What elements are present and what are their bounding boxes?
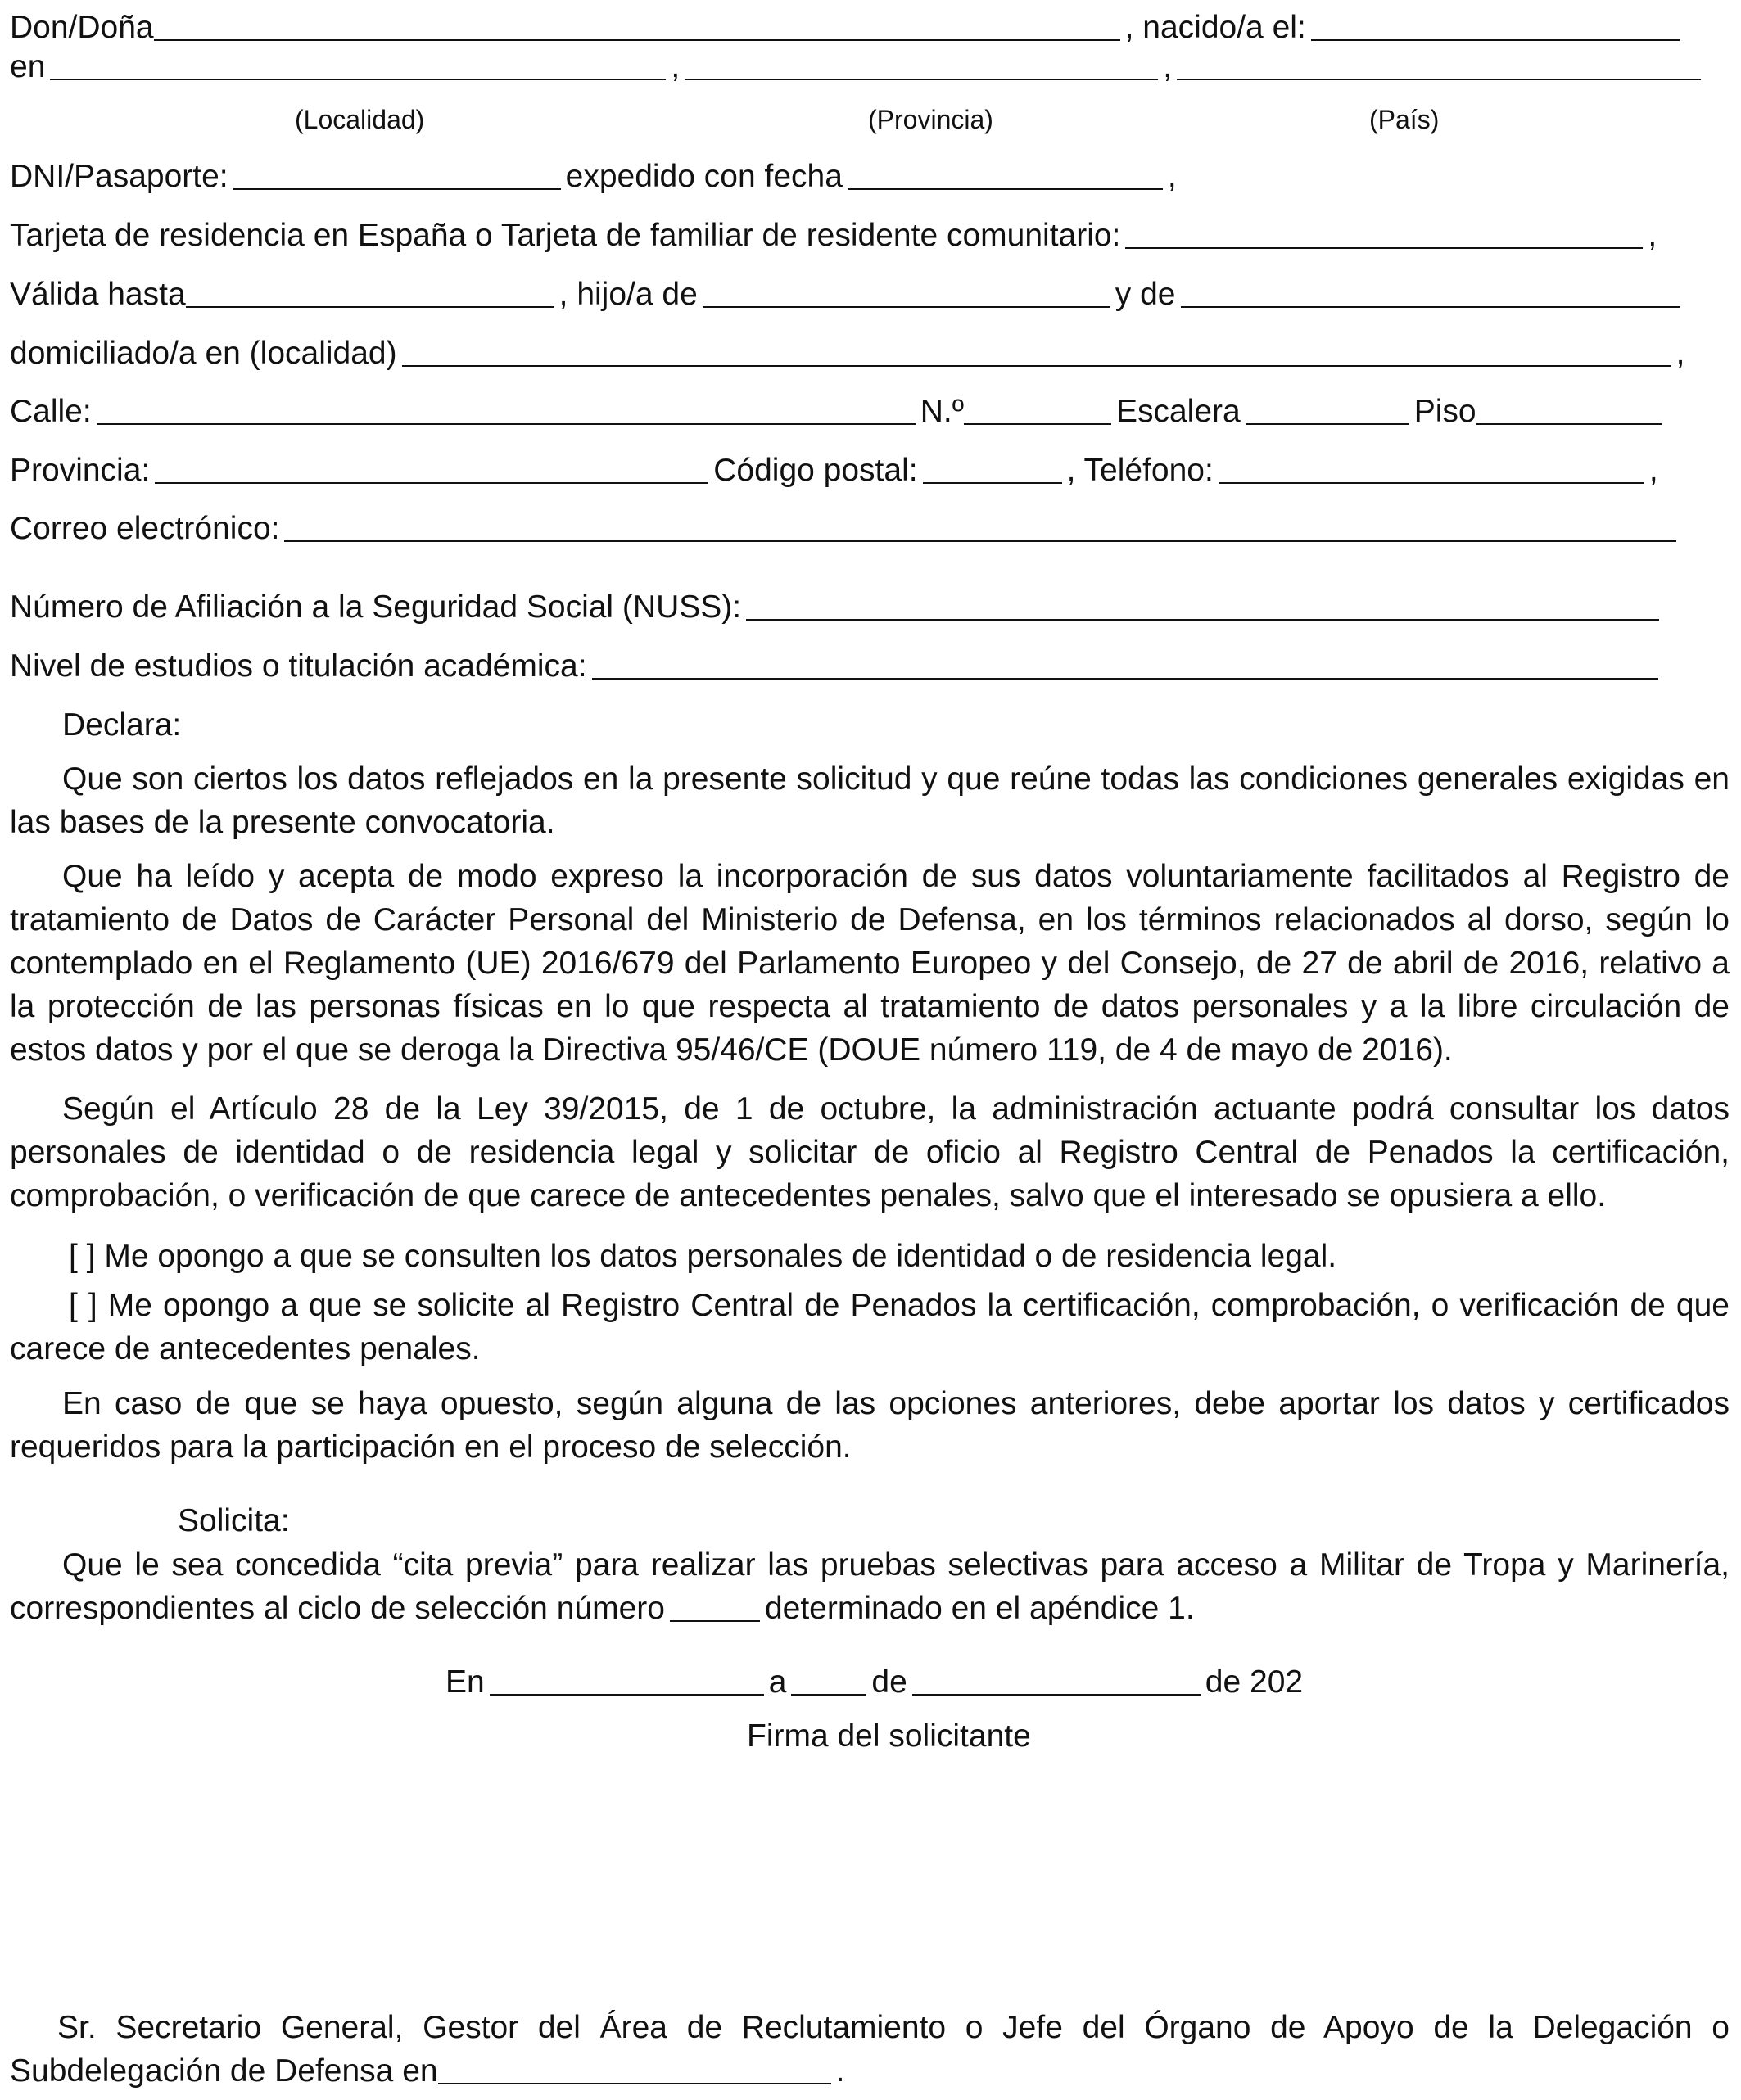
valida-label: Válida hasta xyxy=(10,277,186,312)
a-label: a xyxy=(768,1664,787,1700)
comma: , xyxy=(1675,336,1685,371)
paragraph-5 xyxy=(10,1543,1730,1630)
province-row xyxy=(10,454,1658,486)
email-field[interactable] xyxy=(284,540,1676,542)
birthplace-row xyxy=(10,51,1706,83)
locality-caption: (Localidad) xyxy=(295,105,425,134)
cp-label: Código postal: xyxy=(713,453,918,488)
number-field[interactable] xyxy=(964,423,1111,425)
comma: , xyxy=(671,49,681,84)
province-field[interactable] xyxy=(685,79,1158,80)
option-1-text: Me opongo a que se consulten los datos personales de identidad o de residencia legal. xyxy=(104,1239,1337,1274)
option-2-text: Me opongo a que se solicite al Registro Central de Penados la certificación, comprobación, o verificación de que carece de antecedentes penales. xyxy=(10,1288,1730,1366)
option-2 xyxy=(10,1284,1730,1371)
de-label: de xyxy=(871,1664,907,1700)
en-label: en xyxy=(10,49,46,84)
month-field[interactable] xyxy=(912,1694,1201,1696)
birthdate-field[interactable] xyxy=(1311,39,1680,41)
expedido-label: expedido con fecha xyxy=(565,159,843,194)
delegation-field[interactable] xyxy=(438,2083,831,2084)
postal-code-field[interactable] xyxy=(923,482,1062,484)
comma: , xyxy=(1167,159,1177,194)
issue-date-field[interactable] xyxy=(848,188,1163,190)
staircase-field[interactable] xyxy=(1246,423,1409,425)
paragraph-4: En caso de que se haya opuesto, según alguna de las opciones anteriores, debe aportar los datos y certificados requeridos para la participación en el proceso de selección. xyxy=(10,1386,1730,1465)
estudios-label: Nivel de estudios o titulación académica: xyxy=(10,648,587,684)
paragraph-3: Según el Artículo 28 de la Ley 39/2015, de 1 de octubre, la administración actuante podrá consultar los datos personales de identidad o de residencia legal y solicitar de oficio al Registro Central de Penados la certificación, comprobación, o verificación de que carece de antecedentes penales, salvo que el interesado se opusiera a ello. xyxy=(10,1091,1730,1213)
comma: , xyxy=(1648,218,1657,253)
comma: , xyxy=(1648,453,1658,488)
education-row xyxy=(10,650,1663,682)
nacido-label: , nacido/a el: xyxy=(1124,10,1306,45)
comma: , xyxy=(1163,49,1173,84)
day-field[interactable] xyxy=(791,1694,866,1696)
country-field[interactable] xyxy=(1177,79,1701,80)
floor-field[interactable] xyxy=(1476,423,1662,425)
residence-card-field[interactable] xyxy=(1125,247,1643,249)
dni-row xyxy=(10,160,1177,192)
correo-label: Correo electrónico: xyxy=(10,511,280,546)
residence-card-row xyxy=(10,219,1657,251)
paragraph-5-end: determinado en el apéndice 1. xyxy=(764,1591,1195,1626)
telefono-label: , Teléfono: xyxy=(1066,453,1214,488)
nuss-row xyxy=(10,591,1664,623)
footer-end: . xyxy=(835,2053,845,2089)
calle-label: Calle: xyxy=(10,394,92,429)
tarjeta-label: Tarjeta de residencia en España o Tarjeta de familiar de residente comunitario: xyxy=(10,218,1121,253)
street-row xyxy=(10,395,1666,427)
option-1 xyxy=(69,1240,1336,1272)
domicile-row xyxy=(10,337,1684,369)
dni-field[interactable] xyxy=(233,188,561,190)
yde-label: y de xyxy=(1115,277,1176,312)
education-field[interactable] xyxy=(592,678,1658,680)
solicita-heading: Solicita: xyxy=(178,1503,290,1538)
paragraph-1: Que son ciertos los datos reflejados en la presente solicitud y que reúne todas las condiciones generales exigidas en las bases de la presente convocatoria. xyxy=(10,761,1730,840)
provincia-label: Provincia: xyxy=(10,453,151,488)
declara-heading: Declara: xyxy=(62,707,182,743)
place-date-row xyxy=(445,1666,1303,1698)
paragraph-2: Que ha leído y acepta de modo expreso la incorporación de sus datos voluntariamente facilitados al Registro de tratamiento de Datos de Carácter Personal del Ministerio de Defensa, en los términos relacionados al dorso, según lo contemplado en el Reglamento (UE) 2016/679 del Parlamento Europeo y del Consejo, de 27 de abril de 2016, relativo a la protección de las personas físicas en lo que respecta al tratamiento de datos personales y a la libre circulación de estos datos y por el que se deroga la Directiva 95/46/CE (DOUE número 119, de 4 de mayo de 2016). xyxy=(10,859,1730,1068)
valid-until-field[interactable] xyxy=(186,306,554,308)
phone-field[interactable] xyxy=(1219,482,1644,484)
footer-addressee xyxy=(10,2006,1730,2093)
option-2-checkbox[interactable]: [ ] xyxy=(69,1288,97,1323)
domicile-field[interactable] xyxy=(402,365,1671,367)
address-province-field[interactable] xyxy=(155,482,708,484)
email-row xyxy=(10,513,1681,544)
province-caption: (Provincia) xyxy=(868,105,993,134)
hijo-label: , hijo/a de xyxy=(558,277,698,312)
country-caption: (País) xyxy=(1369,105,1440,134)
dni-label: DNI/Pasaporte: xyxy=(10,159,228,194)
don-label: Don/Doña xyxy=(10,10,154,45)
domicilio-label: domiciliado/a en (localidad) xyxy=(10,336,397,371)
num-label: N.º xyxy=(920,394,964,429)
option-1-checkbox[interactable]: [ ] xyxy=(69,1239,96,1274)
cycle-number-field[interactable] xyxy=(670,1620,760,1622)
name-row xyxy=(10,11,1684,43)
father-field[interactable] xyxy=(703,306,1110,308)
nuss-field[interactable] xyxy=(746,619,1659,621)
nuss-label: Número de Afiliación a la Seguridad Social (NUSS): xyxy=(10,589,742,625)
footer-text: Sr. Secretario General, Gestor del Área de Reclutamiento o Jefe del Órgano de Apoyo de la Delegación o Subdelegación de Defensa en xyxy=(10,2010,1730,2089)
name-field[interactable] xyxy=(154,39,1120,41)
en-label: En xyxy=(445,1664,485,1700)
locality-field[interactable] xyxy=(50,79,666,80)
signature-caption: Firma del solicitante xyxy=(747,1718,1031,1754)
street-field[interactable] xyxy=(97,423,916,425)
piso-label: Piso xyxy=(1413,394,1476,429)
escalera-label: Escalera xyxy=(1115,394,1241,429)
mother-field[interactable] xyxy=(1181,306,1680,308)
place-field[interactable] xyxy=(490,1694,764,1696)
validity-row xyxy=(10,278,1685,310)
year-label: de 202 xyxy=(1205,1664,1304,1700)
paragraph-5-text: Que le sea concedida “cita previa” para realizar las pruebas selectivas para acceso a Militar de Tropa y Marinería, correspondientes al ciclo de selección número xyxy=(10,1547,1730,1626)
